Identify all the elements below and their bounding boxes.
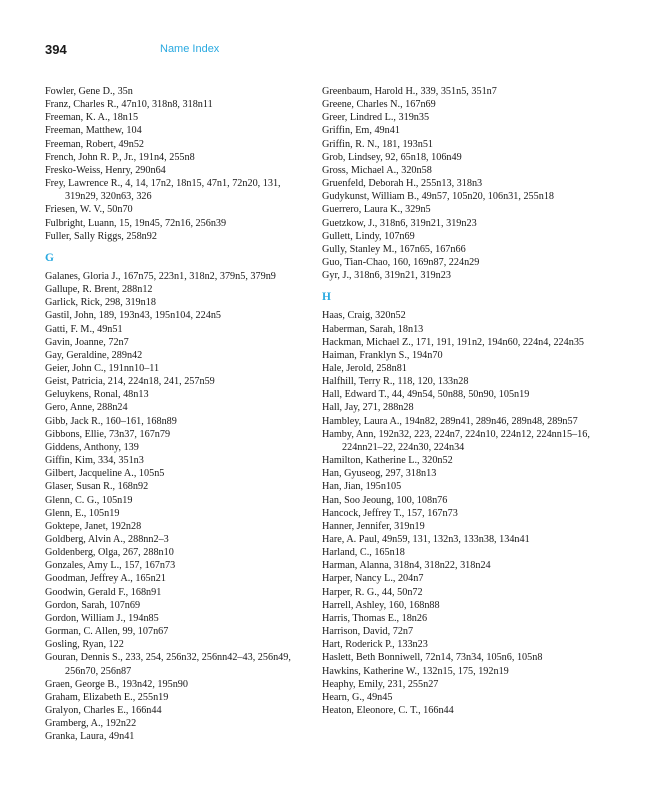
index-entry: Gordon, William J., 194n85 — [45, 612, 159, 624]
index-entry: Glenn, C. G., 105n19 — [45, 494, 133, 506]
index-entry: Haiman, Franklyn S., 194n70 — [322, 349, 443, 361]
index-entry: Freeman, Robert, 49n52 — [45, 138, 145, 150]
index-column-right — [322, 85, 612, 717]
index-entry: Galanes, Gloria J., 167n75, 223n1, 318n2, 379n5, 379n9 — [45, 270, 276, 282]
index-entry: Goodwin, Gerald F., 168n91 — [45, 586, 162, 598]
index-entry: Han, Gyuseog, 297, 318n13 — [322, 468, 437, 480]
index-entry: Gavin, Joanne, 72n7 — [45, 336, 129, 348]
index-entry: Granka, Laura, 49n41 — [45, 731, 135, 743]
index-entry: Geist, Patricia, 214, 224n18, 241, 257n59 — [45, 376, 215, 388]
page-number: 394 — [45, 42, 67, 57]
index-entry: Halfhill, Terry R., 118, 120, 133n28 — [322, 376, 469, 388]
index-entry: Greenbaum, Harold H., 339, 351n5, 351n7 — [322, 86, 497, 97]
index-entry: Fulbright, Luann, 15, 19n45, 72n16, 256n39 — [45, 217, 227, 229]
index-entry: Hall, Jay, 271, 288n28 — [322, 402, 414, 414]
index-entry: Hall, Edward T., 44, 49n54, 50n88, 50n90, 105n19 — [322, 389, 530, 401]
index-entry: Gero, Anne, 288n24 — [45, 402, 128, 414]
index-entry: Gordon, Sarah, 107n69 — [45, 599, 141, 611]
index-entry: Hamilton, Katherine L., 320n52 — [322, 455, 453, 467]
index-entry: Fowler, Gene D., 35n — [45, 86, 133, 97]
index-entry: Hambley, Laura A., 194n82, 289n41, 289n46, 289n48, 289n57 — [322, 415, 578, 427]
index-entry: Freeman, K. A., 18n15 — [45, 112, 139, 124]
index-entry: Hackman, Michael Z., 171, 191, 191n2, 194n60, 224n4, 224n35 — [322, 336, 585, 348]
index-entry: French, John R. P., Jr., 191n4, 255n8 — [45, 151, 195, 163]
index-entry: Hamby, Ann, 192n32, 223, 224n7, 224n10, 224n12, 224nn15–16, 224nn21–22, 224n30, 224n34 — [322, 428, 590, 453]
index-entry: Greer, Lindred L., 319n35 — [322, 112, 430, 124]
index-entry: Griffin, Em, 49n41 — [322, 125, 400, 137]
index-entry: Hawkins, Katherine W., 132n15, 175, 192n19 — [322, 665, 509, 677]
index-entry: Hancock, Jeffrey T., 157, 167n73 — [322, 507, 458, 519]
index-entry: Fuller, Sally Riggs, 258n92 — [45, 230, 157, 242]
index-entry: Heaphy, Emily, 231, 255n27 — [322, 678, 439, 690]
index-entry: Goktepe, Janet, 192n28 — [45, 520, 142, 532]
index-entry: Guetzkow, J., 318n6, 319n21, 319n23 — [322, 217, 477, 229]
index-entry: Gross, Michael A., 320n58 — [322, 164, 432, 176]
index-entry: Gullett, Lindy, 107n69 — [322, 230, 415, 242]
index-entry: Goodman, Jeffrey A., 165n21 — [45, 573, 166, 585]
index-entry: Freeman, Matthew, 104 — [45, 125, 142, 137]
index-entry: Friesen, W. V., 50n70 — [45, 204, 133, 216]
index-entry: Han, Jian, 195n105 — [322, 481, 402, 493]
index-entry: Gastil, John, 189, 193n43, 195n104, 224n5 — [45, 310, 222, 322]
index-entry: Gay, Geraldine, 289n42 — [45, 349, 143, 361]
index-entry: Garlick, Rick, 298, 319n18 — [45, 297, 156, 309]
index-entry: Hearn, G., 49n45 — [322, 691, 393, 703]
index-section-letter: G — [45, 251, 54, 264]
index-entry: Gatti, F. M., 49n51 — [45, 323, 123, 335]
index-entry: Gralyon, Charles E., 166n44 — [45, 705, 162, 717]
index-entry: Gilbert, Jacqueline A., 105n5 — [45, 468, 165, 480]
index-entry: Goldberg, Alvin A., 288nn2–3 — [45, 534, 169, 545]
index-entry: Gonzales, Amy L., 157, 167n73 — [45, 560, 176, 572]
index-entry: Grob, Lindsey, 92, 65n18, 106n49 — [322, 151, 462, 163]
index-entry: Harland, C., 165n18 — [322, 547, 405, 559]
index-column-left — [45, 85, 315, 744]
index-entry: Glenn, E., 105n19 — [45, 507, 120, 519]
index-entry: Gudykunst, William B., 49n57, 105n20, 106n31, 255n18 — [322, 191, 555, 203]
index-entry: Harrison, David, 72n7 — [322, 626, 414, 638]
index-entry: Harper, R. G., 44, 50n72 — [322, 586, 423, 598]
index-entry: Hanner, Jennifer, 319n19 — [322, 520, 425, 532]
index-entry: Han, Soo Jeoung, 100, 108n76 — [322, 494, 448, 506]
running-head: Name Index — [160, 43, 220, 55]
index-entry: Goldenberg, Olga, 267, 288n10 — [45, 547, 174, 559]
index-entry: Gorman, C. Allen, 99, 107n67 — [45, 626, 169, 638]
index-entry: Glaser, Susan R., 168n92 — [45, 481, 149, 493]
index-entry: Hale, Jerold, 258n81 — [322, 362, 407, 374]
index-section-letter: H — [322, 291, 331, 304]
index-entry: Gully, Stanley M., 167n65, 167n66 — [322, 243, 466, 255]
index-entry: Heaton, Eleonore, C. T., 166n44 — [322, 705, 454, 717]
index-entry: Guerrero, Laura K., 329n5 — [322, 204, 431, 216]
index-entry: Gruenfeld, Deborah H., 255n13, 318n3 — [322, 178, 483, 190]
index-entry: Giddens, Anthony, 139 — [45, 441, 139, 453]
index-entry: Griffin, R. N., 181, 193n51 — [322, 138, 434, 150]
index-entry: Gyr, J., 318n6, 319n21, 319n23 — [322, 270, 451, 282]
index-entry: Harman, Alanna, 318n4, 318n22, 318n24 — [322, 560, 491, 572]
index-entry: Giffin, Kim, 334, 351n3 — [45, 455, 144, 467]
index-entry: Hart, Roderick P., 133n23 — [322, 639, 428, 651]
index-entry: Gibbons, Ellie, 73n37, 167n79 — [45, 428, 171, 440]
index-entry: Haas, Craig, 320n52 — [322, 310, 406, 322]
index-entry: Harper, Nancy L., 204n7 — [322, 573, 424, 585]
index-entry: Gouran, Dennis S., 233, 254, 256n32, 256nn42–43, 256n49, 256n70, 256n87 — [45, 652, 291, 677]
index-entry: Gallupe, R. Brent, 288n12 — [45, 284, 153, 296]
index-entry: Geluykens, Ronal, 48n13 — [45, 389, 149, 401]
index-entry: Gramberg, A., 192n22 — [45, 718, 137, 730]
index-entry: Graen, George B., 193n42, 195n90 — [45, 678, 188, 690]
index-entry: Hare, A. Paul, 49n59, 131, 132n3, 133n38, 134n41 — [322, 534, 530, 545]
index-entry: Harris, Thomas E., 18n26 — [322, 612, 428, 624]
index-entry: Fresko-Weiss, Henry, 290n64 — [45, 164, 166, 176]
index-entry: Harrell, Ashley, 160, 168n88 — [322, 599, 440, 611]
index-entry: Greene, Charles N., 167n69 — [322, 99, 436, 111]
index-entry: Guo, Tian-Chao, 160, 169n87, 224n29 — [322, 257, 480, 269]
index-entry: Haberman, Sarah, 18n13 — [322, 323, 424, 335]
index-entry: Haslett, Beth Bonniwell, 72n14, 73n34, 105n6, 105n8 — [322, 652, 543, 664]
index-entry: Gibb, Jack R., 160–161, 168n89 — [45, 415, 177, 427]
index-entry: Graham, Elizabeth E., 255n19 — [45, 691, 169, 703]
index-entry: Franz, Charles R., 47n10, 318n8, 318n11 — [45, 99, 213, 111]
index-entry: Geier, John C., 191nn10–11 — [45, 362, 160, 374]
index-entry: Gosling, Ryan, 122 — [45, 639, 124, 651]
index-entry: Frey, Lawrence R., 4, 14, 17n2, 18n15, 47n1, 72n20, 131, 319n29, 320n63, 326 — [45, 178, 281, 203]
